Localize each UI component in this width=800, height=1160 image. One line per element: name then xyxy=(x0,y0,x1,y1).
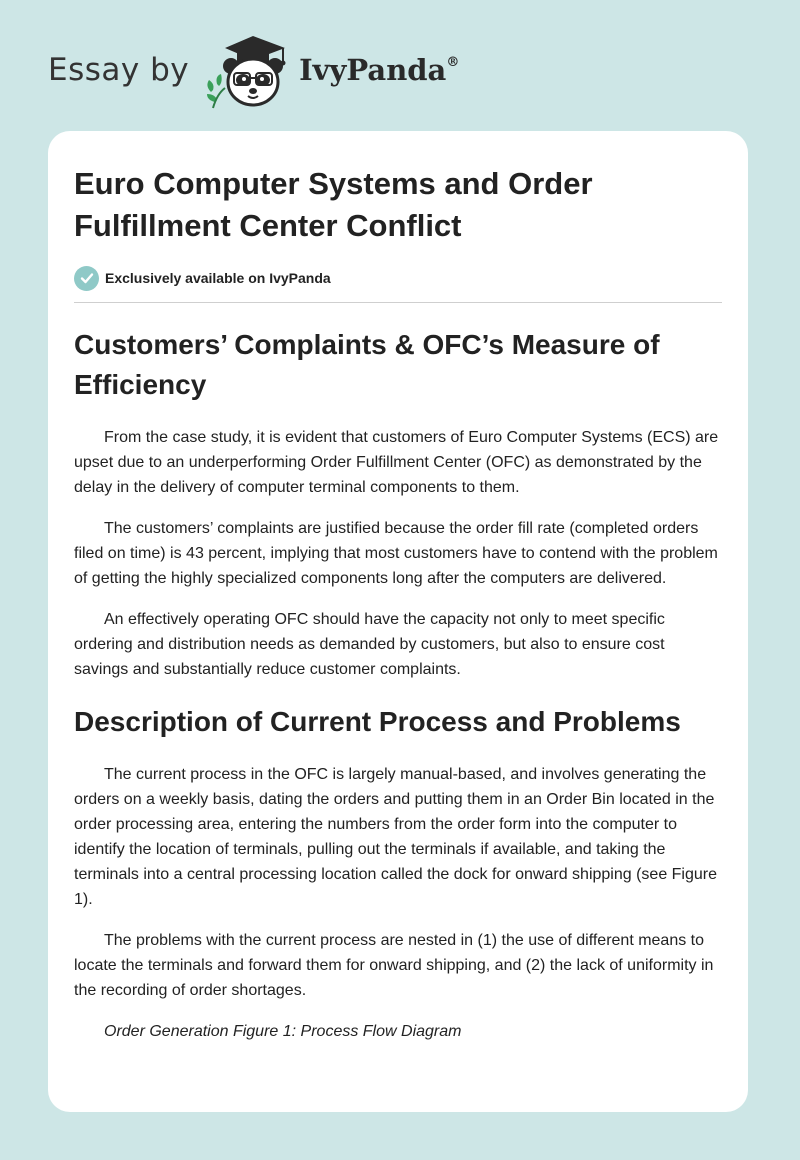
brand-name[interactable]: IvyPanda® xyxy=(299,53,460,87)
exclusive-badge xyxy=(74,265,722,291)
paragraph: The problems with the current process are nested in (1) the use of different means to locate the terminals and forward them for onward shipping, and (2) the lack of uniformity in the recording of order shortages. xyxy=(74,932,714,999)
check-circle-icon xyxy=(74,266,99,291)
article-card xyxy=(48,131,748,1112)
brand-prefix: Essay by xyxy=(48,52,190,88)
paragraph: The customers’ complaints are justified because the order fill rate (completed orders filed on time) is 43 percent, implying that most customers have to contend with the problem of getting the highly specialized components long after the computers are delivered. xyxy=(74,520,718,587)
paragraph: The current process in the OFC is largely manual-based, and involves generating the orders on a weekly basis, dating the orders and putting them in an Order Bin located in the order processing area, entering the numbers from the order form into the computer to identify the location of terminals, pulling out the terminals if available, and taking the terminals into a central processing location called the dock for onward shipping (see Figure 1). xyxy=(74,766,718,908)
badge-label: Exclusively available on IvyPanda xyxy=(105,270,331,286)
paragraph: An effectively operating OFC should have the capacity not only to meet specific ordering and distribution needs as demanded by customers, but also to ensure cost savings and substantially reduce customer complaints. xyxy=(74,611,665,678)
figure-caption: Order Generation Figure 1: Process Flow Diagram xyxy=(104,1023,462,1040)
site-header xyxy=(48,30,508,110)
paragraph: From the case study, it is evident that customers of Euro Computer Systems (ECS) are upset due to an underperforming Order Fulfillment Center (OFC) as demonstrated by the delay in the delivery of computer terminal components to them. xyxy=(74,429,719,496)
page-title: Euro Computer Systems and Order Fulfillment Center Conflict xyxy=(74,166,593,243)
trademark-mark: ® xyxy=(446,55,460,70)
section-heading-process: Description of Current Process and Problems xyxy=(74,706,681,737)
title-divider xyxy=(74,302,722,303)
section-heading-complaints: Customers’ Complaints & OFC’s Measure of Efficiency xyxy=(74,329,660,400)
panda-graduate-icon[interactable] xyxy=(203,30,295,110)
